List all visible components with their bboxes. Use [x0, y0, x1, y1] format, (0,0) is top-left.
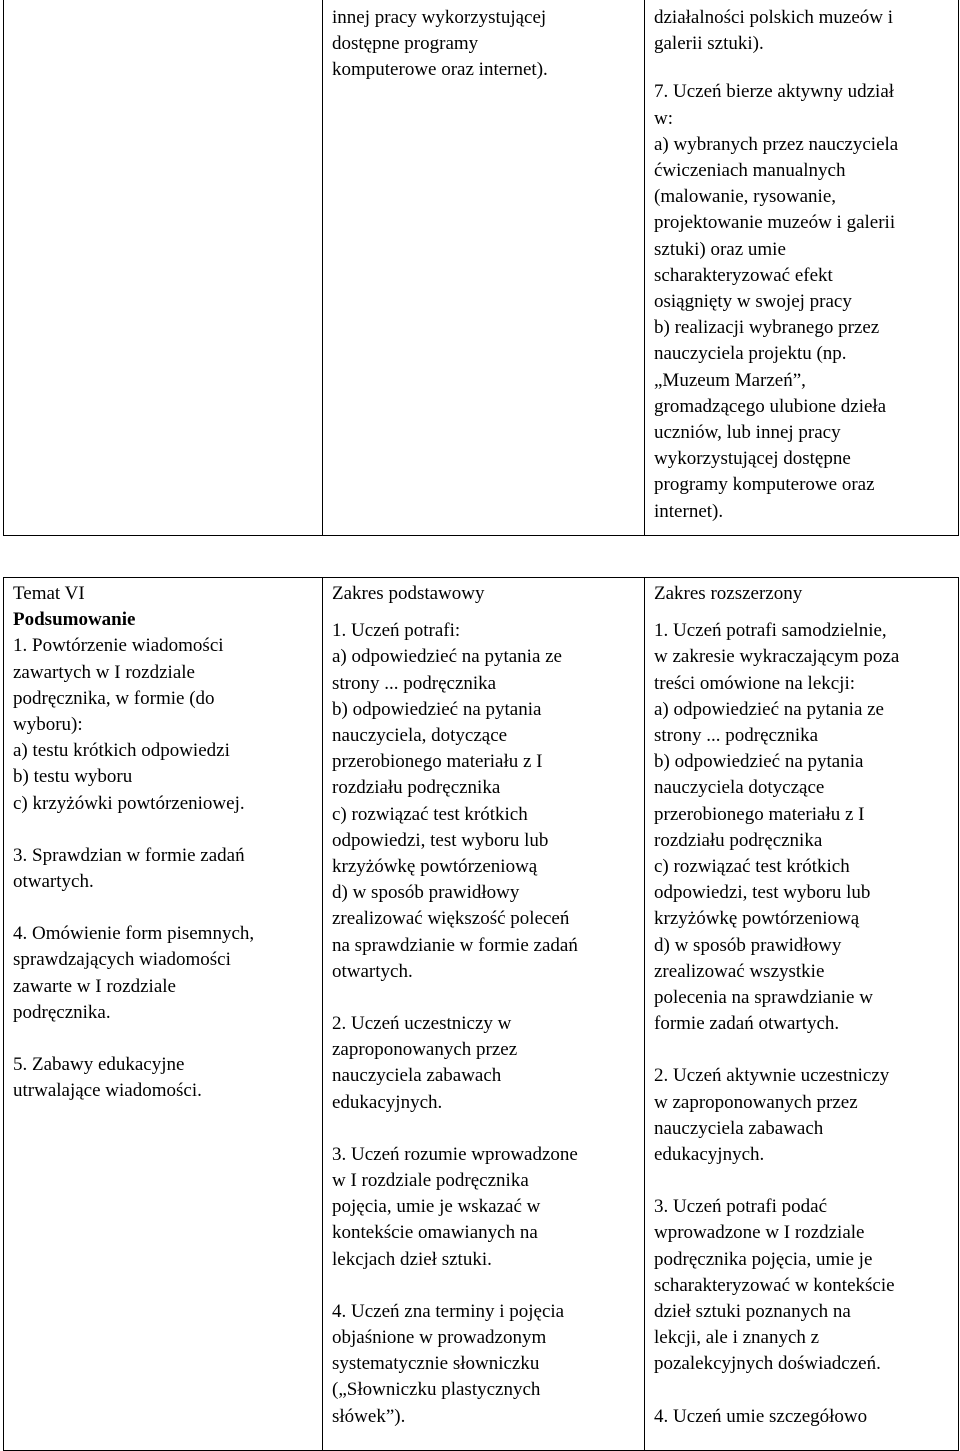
table-cell-extended [645, 0, 959, 536]
table-row [4, 578, 959, 1451]
basic-scope-header: Zakres podstawowy [332, 583, 485, 604]
curriculum-table-bottom [3, 577, 959, 1451]
table-row [4, 0, 959, 536]
basic-scope-text: innej pracy wykorzystującej dostępne programy komputerowe oraz internet). [332, 7, 548, 81]
basic-scope-item-4: 4. Uczeń zna terminy i pojęcia objaśnione w prowadzonym systematycznie słowniczku („Słowniczku plastycznych słówek”). [332, 1300, 565, 1427]
topic-item-3: 3. Sprawdzian w formie zadań otwartych. [13, 844, 245, 893]
table-cell-topic [4, 0, 323, 536]
extended-scope-item-1: 1. Uczeń potrafi samodzielnie, w zakresie wykraczającym poza treści omówione na lekcji: a) odpowiedzieć na pytania ze strony ... podręcznika b) odpowiedzieć na pytania nauczyciela dotyczące przerobionego materiału z I rozdziału podręcznika c) rozwiązać test krótkich odpowiedzi, test wyboru lub krzyżówkę powtórzeniową d) w sposób prawidłowy zrealizować wszystkie polecenia na sprawdzianie w formie zadań otwartych. [654, 620, 900, 1035]
extended-scope-header: Zakres rozszerzony [654, 583, 803, 604]
extended-scope-intro: działalności polskich muzeów i galerii sztuki). [654, 7, 894, 55]
extended-scope-item-2: 2. Uczeń aktywnie uczestniczy w zaproponowanych przez nauczyciela zabawach edukacyjnych. [654, 1065, 890, 1166]
table-cell-extended [645, 578, 959, 1451]
topic-item-1: 1. Powtórzenie wiadomości zawartych w I rozdziale podręcznika, w formie (do wyboru): a) testu krótkich odpowiedzi b) testu wyboru c) krzyżówki powtórzeniowej. [13, 635, 245, 814]
topic-number: Temat VI [13, 583, 85, 604]
topic-item-5: 5. Zabawy edukacyjne utrwalające wiadomości. [13, 1054, 202, 1102]
table-cell-topic [4, 578, 323, 1451]
basic-scope-item-2: 2. Uczeń uczestniczy w zaproponowanych przez nauczyciela zabawach edukacyjnych. [332, 1013, 518, 1113]
extended-scope-item-4: 4. Uczeń umie szczegółowo [654, 1405, 868, 1427]
table-cell-basic [323, 578, 645, 1451]
basic-scope-item-3: 3. Uczeń rozumie wprowadzone w I rozdziale podręcznika pojęcia, umie je wskazać w kontekście omawianych na lekcjach dzieł sztuki. [332, 1143, 578, 1270]
basic-scope-item-1: 1. Uczeń potrafi: a) odpowiedzieć na pytania ze strony ... podręcznika b) odpowiedzieć na pytania nauczyciela, dotyczące przerobionego materiału z I rozdziału podręcznika c) rozwiązać test krótkich odpowiedzi, test wyboru lub krzyżówkę powtórzeniową d) w sposób prawidłowy zrealizować większość poleceń na sprawdzianie w formie zadań otwartych. [332, 620, 578, 982]
extended-scope-point-7: 7. Uczeń bierze aktywny udział w: a) wybranych przez nauczyciela ćwiczeniach manualnych (malowanie, rysowanie, projektowanie muzeów i galerii sztuki) oraz umie scharakteryzować efekt osiągnięty w swojej pracy b) realizacji wybranego przez nauczyciela projektu (np. „Muzeum Marzeń”, gromadzącego ulubione dzieła uczniów, lub innej pracy wykorzystującej dostępne programy komputerowe oraz internet). [654, 81, 899, 522]
table-cell-basic [323, 0, 645, 536]
topic-title: Podsumowanie [13, 609, 136, 631]
curriculum-table-top [3, 0, 959, 536]
topic-item-4: 4. Omówienie form pisemnych, sprawdzających wiadomości zawarte w I rozdziale podręcznika. [13, 923, 255, 1023]
extended-scope-item-3: 3. Uczeń potrafi podać wprowadzone w I rozdziale podręcznika pojęcia, umie je scharakteryzować w kontekście dzieł sztuki poznanych na lekcji, ale i znanych z pozalekcyjnych doświadczeń. [654, 1196, 895, 1375]
